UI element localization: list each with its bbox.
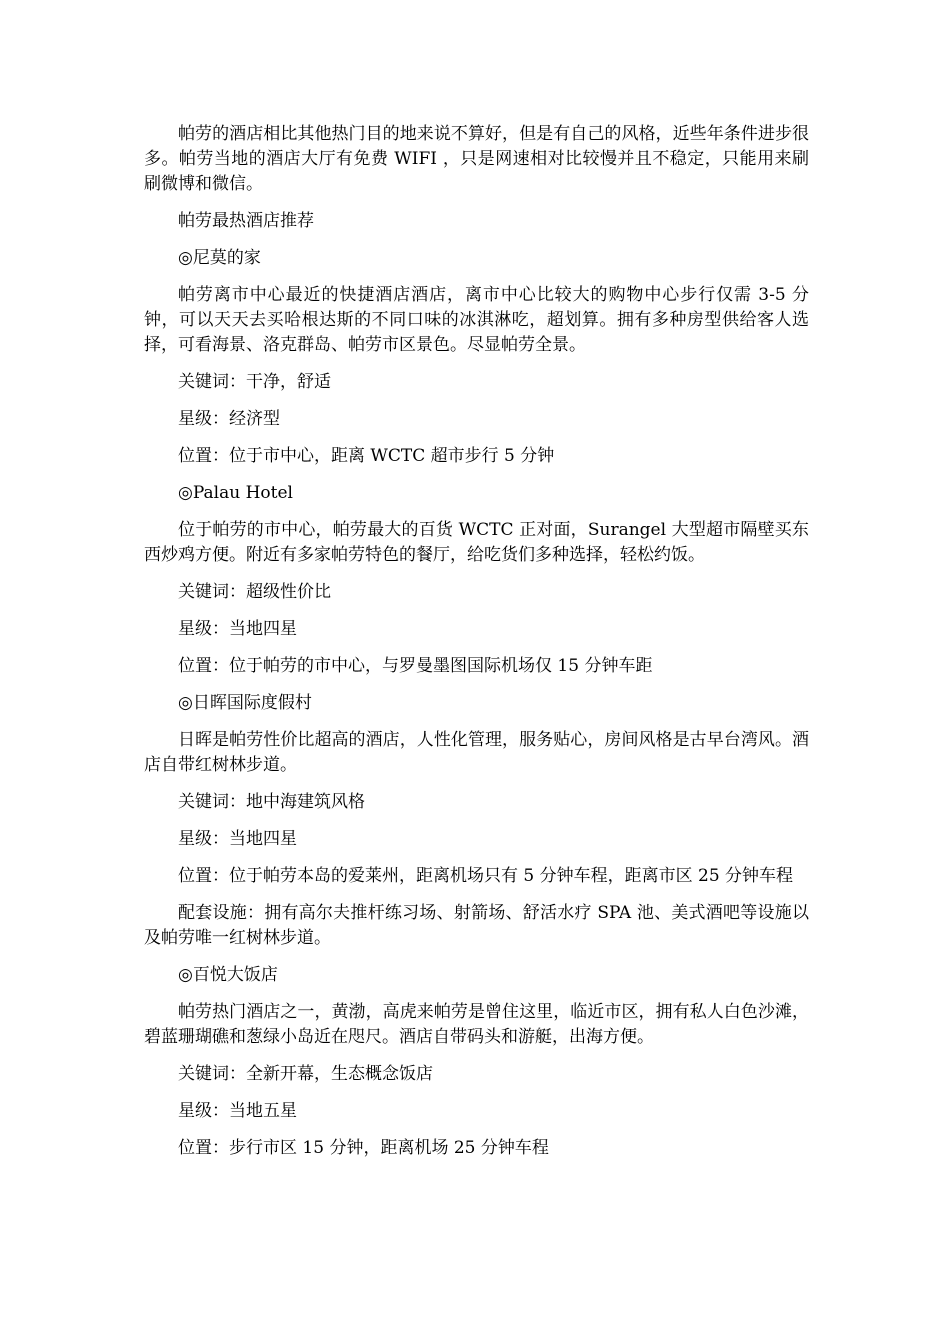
hotel-keywords: 关键词：地中海建筑风格 [178, 792, 365, 812]
hotel-star-rating: 星级：当地五星 [178, 1101, 297, 1121]
hotel-description: 日晖是帕劳性价比超高的酒店，人性化管理，服务贴心，房间风格是古早台湾风。酒店自带红树林步道。 [144, 730, 809, 775]
hotel-keywords: 关键词：干净，舒适 [178, 372, 331, 392]
hotel-description: 帕劳热门酒店之一，黄渤，高虎来帕劳是曾住这里，临近市区，拥有私人白色沙滩，碧蓝珊瑚礁和葱绿小岛近在咫尺。酒店自带码头和游艇，出海方便。 [144, 1002, 809, 1047]
hotel-location: 位置：步行市区 15 分钟，距离机场 25 分钟车程 [178, 1138, 549, 1158]
hotel-star-rating: 星级：经济型 [178, 409, 280, 429]
hotel-star-rating: 星级：当地四星 [178, 829, 297, 849]
hotel-description: 帕劳离市中心最近的快捷酒店酒店，离市中心比较大的购物中心步行仅需 3-5 分钟，可以天天去买哈根达斯的不同口味的冰淇淋吃，超划算。拥有多种房型供给客人选择，可看海景、洛克群岛、帕劳市区景色。尽显帕劳全景。 [144, 285, 809, 355]
hotel-keywords: 关键词：超级性价比 [178, 582, 331, 602]
section-heading: 帕劳最热酒店推荐 [178, 211, 314, 231]
hotel-title: ◎尼莫的家 [178, 248, 261, 268]
intro-paragraph: 帕劳的酒店相比其他热门目的地来说不算好，但是有自己的风格，近些年条件进步很多。帕劳当地的酒店大厅有免费 WIFI ，只是网速相对比较慢并且不稳定，只能用来刷刷微博和微信。 [144, 124, 809, 194]
hotel-location: 位置：位于帕劳的市中心，与罗曼墨图国际机场仅 15 分钟车距 [178, 656, 653, 676]
hotel-description: 位于帕劳的市中心，帕劳最大的百货 WCTC 正对面，Surangel 大型超市隔壁买东西炒鸡方便。附近有多家帕劳特色的餐厅，给吃货们多种选择，轻松约饭。 [144, 520, 809, 565]
hotel-location: 位置：位于市中心，距离 WCTC 超市步行 5 分钟 [178, 446, 555, 466]
hotel-title: ◎百悦大饭店 [178, 965, 278, 985]
hotel-title: ◎日晖国际度假村 [178, 693, 312, 713]
hotel-keywords: 关键词：全新开幕，生态概念饭店 [178, 1064, 433, 1084]
hotel-star-rating: 星级：当地四星 [178, 619, 297, 639]
hotel-location: 位置：位于帕劳本岛的爱莱州，距离机场只有 5 分钟车程，距离市区 25 分钟车程 [178, 866, 794, 886]
document-body [144, 122, 809, 1173]
hotel-title: ◎Palau Hotel [178, 483, 293, 503]
hotel-facilities: 配套设施：拥有高尔夫推杆练习场、射箭场、舒活水疗 SPA 池、美式酒吧等设施以及帕劳唯一红树林步道。 [144, 903, 809, 948]
